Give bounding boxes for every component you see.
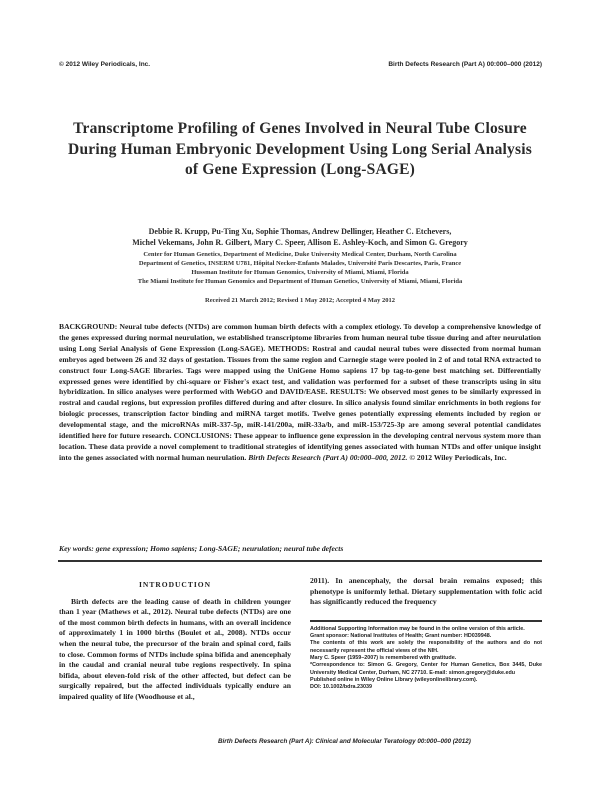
abstract [59,322,541,464]
abstract-citation: Birth Defects Research (Part A) 00:000–000, 2012. [248,452,408,462]
footnote-line: DOI: 10.1002/bdra.23039 [310,684,373,691]
footnote-line: Additional Supporting Information may be found in the online version of this article. [310,625,525,632]
footnote-line: Grant sponsor: National Institutes of Health; Grant number: HD039948. [310,633,492,640]
affiliations [60,250,540,286]
affiliation-1: Center for Human Genetics, Department of Medicine, Duke University Medical Center, Durham, North Carolina [143,251,457,258]
introduction-body: Birth defects are the leading cause of death in children younger than 1 year (Mathews et al., 2012). Neural tube defects (NTDs) are one of the most common birth defects in humans, with an overall incidence of approximately 1 in 1000 births (Boulet et al., 2008). NTDs occur when the neural tube, the precursor of the brain and spinal cord, fails to close. Common forms of NTDs include spina bifida and anencephaly in the caudal and cranial neural tube regions respectively. In spina bifida, about eleven-fold risk of the other affected, but defect can be surgically repaired, but the affected individuals typically endure an impaired quality of life (Woodhouse et al., [59,596,291,701]
introduction-heading: INTRODUCTION [138,580,211,589]
affiliation-3: Hussman Institute for Human Genomics, University of Miami, Miami, Florida [191,269,409,276]
right-column [310,576,542,691]
abstract-copyright: © 2012 Wiley Periodicals, Inc. [409,452,507,462]
footnote-line: Mary C. Speer (1959–2007) is remembered with gratitude. [310,654,457,661]
affiliation-2: Department of Genetics, INSERM U781, Hôpital Necker-Enfants Malades, Université Paris Descartes, Paris, France [138,260,462,267]
article-dates: Received 21 March 2012; Revised 1 May 2012; Accepted 4 May 2012 [205,297,395,304]
running-header-left: © 2012 Wiley Periodicals, Inc. [59,61,151,68]
authors-line-1: Debbie R. Krupp, Pu-Ting Xu, Sophie Thomas, Andrew Dellinger, Heather C. Etchevers, [148,227,452,236]
footnote-line: *Correspondence to: Simon G. Gregory, Center for Human Genetics, Box 3445, Duke University Medical Center, Durham, NC 27710. E-mail: simon.gregory@duke.edu [310,662,542,676]
footnote-line: Published online in Wiley Online Library (wileyonlinelibrary.com). [310,676,478,683]
keywords: Key words: gene expression; Homo sapiens; Long-SAGE; neurulation; neural tube defects [59,544,344,553]
left-column [59,580,291,703]
right-column-text: 2011). In anencephaly, the dorsal brain remains exposed; this phenotype is uniformly lethal. Dietary supplementation with folic acid has significantly reduced the frequency [310,576,542,607]
section-divider [58,560,542,562]
abstract-text: BACKGROUND: Neural tube defects (NTDs) are common human birth defects with a complex etiology. To develop a comprehensive knowledge of the genes expressed during normal neurulation, we established transcriptome libraries from human neural tube tissue during and after neurulation using Long Serial Analysis of Gene Expression (Long-SAGE). METHODS: Rostral and caudal neural tubes were dissected from normal human embryos aged between 26 and 32 days of gestation. Tissues from the same region and Carnegie stage were pooled in 2 of and total RNA extracted to construct four Long-SAGE libraries. Tags were mapped using the UniGene Homo sapiens 17 bp tag-to-gene best matching set. Differentially expressed genes were identified by chi-square or Fisher's exact test, and validation was performed for a subset of these transcripts using in situ hybridization. In silico analyses were performed with WebGO and DAVID/EASE. RESULTS: We observed most genes to be similarly expressed in rostral and caudal regions, but expression profiles differed during and after closure. In silico analysis found similar enrichments in both regions for biologic processes, transcription factor binding and miRNA target motifs. Twelve genes potentially expressing elements included by region or developmental stage, and the microRNAs miR-337-5p, miR-141/200a, miR-33a/b, and miR-153/725-3p are among several potential candidates identified here for future research. CONCLUSIONS: These appear to influence gene expression in the developing central nervous system more than location. These data provide a novel complement to traditional strategies of identifying genes associated with human NTDs and offer unique insight into the genes associated with normal human neurulation. [59,322,541,462]
author-list [52,226,548,248]
footnote-divider [310,620,542,622]
running-header-right: Birth Defects Research (Part A) 00:000–000 (2012) [388,61,542,68]
page-footer: Birth Defects Research (Part A): Clinical and Molecular Teratology 00:000–000 (2012) [218,738,471,745]
authors-line-2: Michel Vekemans, John R. Gilbert, Mary C. Speer, Allison E. Ashley-Koch, and Simon G. Gregory [132,238,468,247]
article-title: Transcriptome Profiling of Genes Involved in Neural Tube Closure During Human Embryonic Development Using Long Serial Analysis of Gene Expression (Long-SAGE) [68,120,532,178]
footnote-line: The contents of this work are solely the responsibility of the authors and do not necessarily represent the official views of the NIH. [310,640,542,654]
affiliation-4: The Miami Institute for Human Genomics and Department of Human Genetics, University of Miami, Miami, Florida [137,278,463,285]
footnotes [310,626,542,692]
